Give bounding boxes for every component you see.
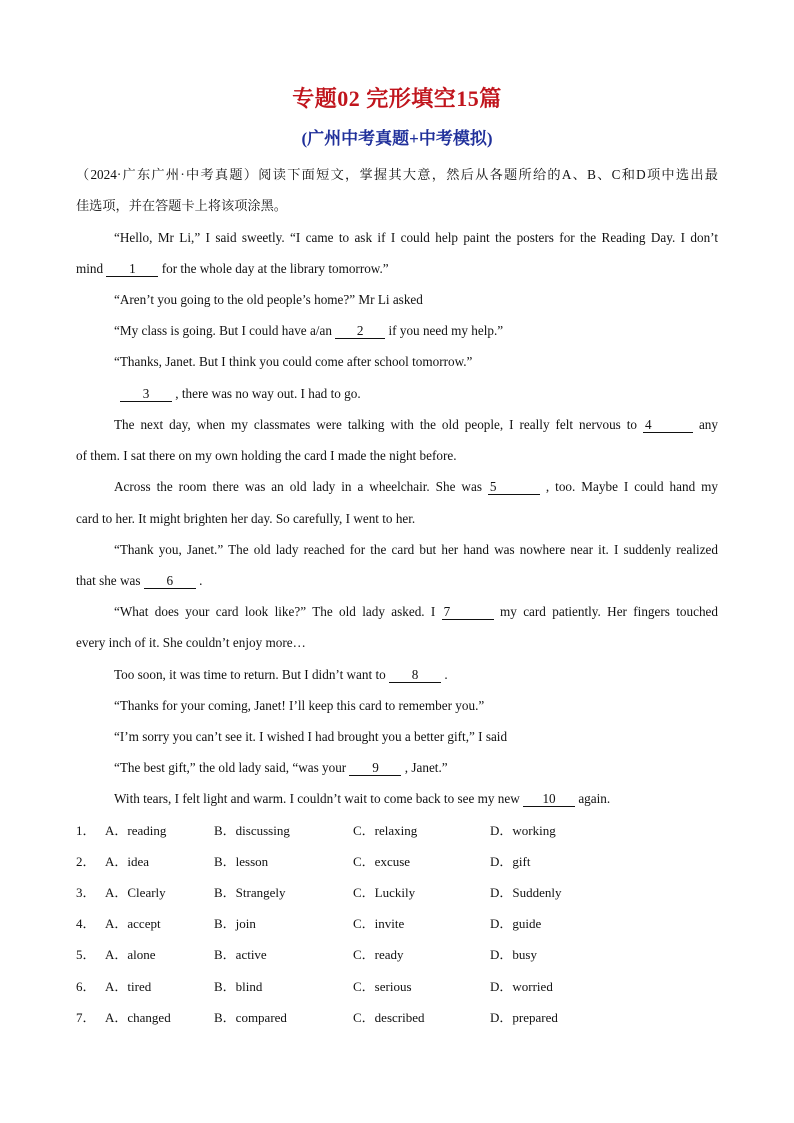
question-number: 3． (76, 885, 96, 900)
question-number: 4． (76, 916, 96, 931)
blank-8: 8 (389, 667, 441, 683)
option-b: B．Strangely (214, 885, 286, 900)
passage-line: of them. I sat there on my own holding the card I made the night before. (76, 448, 457, 463)
blank-7: 7 (442, 604, 494, 620)
passage-line (114, 666, 448, 684)
blank-9: 9 (349, 760, 401, 776)
option-a: A．Clearly (105, 885, 166, 900)
page-title: 专题02 完形填空15篇 (292, 86, 502, 111)
instructions-line-2: 佳选项，并在答题卡上将该项涂黑。 (76, 198, 287, 213)
option-d: D．guide (490, 916, 542, 931)
option-b: B．compared (214, 1010, 287, 1025)
question-row (76, 915, 718, 933)
passage-line: “I’m sorry you can’t see it. I wished I had brought you a better gift,” I said (114, 729, 508, 744)
passage-line (114, 603, 718, 621)
page-subtitle: (广州中考真题+中考模拟) (301, 129, 493, 148)
passage-text: again. (578, 791, 611, 806)
passage-line (114, 759, 448, 777)
instructions-line-1: （2024·广东广州·中考真题）阅读下面短文，掌握其大意，然后从各题所给的A、B、C和D项中选出最 (76, 167, 718, 182)
passage-text: my card patiently. Her fingers touched (500, 604, 718, 619)
blank-3: 3 (120, 386, 172, 402)
passage-text: , too. Maybe I could hand my (545, 479, 718, 494)
passage-text: “My class is going. But I could have a/an (114, 323, 336, 338)
passage-text: for the whole day at the library tomorrow.” (161, 261, 389, 276)
passage-line: card to her. It might brighten her day. So carefully, I went to her. (76, 511, 416, 526)
passage-line (76, 260, 389, 278)
passage-line (114, 478, 718, 496)
passage-text: Across the room there was an old lady in a wheelchair. She was (114, 479, 488, 494)
option-d: D．gift (490, 854, 531, 869)
passage-text: “The best gift,” the old lady said, “was your (114, 760, 350, 775)
blank-5: 5 (488, 479, 540, 495)
passage-text: . (444, 667, 448, 682)
option-d: D．prepared (490, 1010, 558, 1025)
question-row (76, 1009, 718, 1027)
passage-line: every inch of it. She couldn’t enjoy more… (76, 635, 306, 650)
option-c: C．Luckily (353, 885, 416, 900)
blank-4: 4 (643, 417, 693, 433)
option-a: A．tired (105, 979, 152, 994)
blank-10: 10 (523, 791, 575, 807)
question-number: 5． (76, 947, 96, 962)
passage-text: that she was (76, 573, 144, 588)
question-row (76, 946, 718, 964)
question-number: 7． (76, 1010, 96, 1025)
blank-1: 1 (106, 261, 158, 277)
question-row (76, 822, 718, 840)
passage-text: , Janet.” (404, 760, 448, 775)
option-b: B．lesson (214, 854, 269, 869)
option-a: A．accept (105, 916, 161, 931)
passage-line: “Aren’t you going to the old people’s home?” Mr Li asked (114, 292, 423, 307)
passage-line (114, 790, 610, 808)
passage-text: The next day, when my classmates were talking with the old people, I really felt nervous to (114, 417, 643, 432)
option-a: A．alone (105, 947, 156, 962)
blank-2: 2 (335, 323, 385, 339)
question-row (76, 978, 718, 996)
option-d: D．working (490, 823, 556, 838)
passage-text: Too soon, it was time to return. But I didn’t want to (114, 667, 390, 682)
passage-text: With tears, I felt light and warm. I couldn’t wait to come back to see my new (114, 791, 524, 806)
option-d: D．worried (490, 979, 553, 994)
option-d: D．busy (490, 947, 537, 962)
option-c: C．invite (353, 916, 405, 931)
passage-text: mind (76, 261, 107, 276)
option-b: B．active (214, 947, 267, 962)
passage-line: “Thanks for your coming, Janet! I’ll keep this card to remember you.” (114, 698, 485, 713)
question-row (76, 884, 718, 902)
passage-line (76, 572, 202, 590)
passage-text: any (698, 417, 718, 432)
passage-text: if you need my help.” (388, 323, 504, 338)
passage-line: “Thank you, Janet.” The old lady reached for the card but her hand was nowhere near it. I suddenly realized (114, 542, 718, 557)
passage-line: “Hello, Mr Li,” I said sweetly. “I came to ask if I could help paint the posters for the Reading Day. I don’t (114, 230, 718, 245)
option-b: B．join (214, 916, 256, 931)
option-c: C．relaxing (353, 823, 418, 838)
question-number: 1． (76, 823, 96, 838)
question-number: 6． (76, 979, 96, 994)
passage-text: . (199, 573, 203, 588)
option-a: A．idea (105, 854, 150, 869)
option-c: C．ready (353, 947, 404, 962)
passage-text: “What does your card look like?” The old lady asked. I (114, 604, 442, 619)
option-c: C．excuse (353, 854, 411, 869)
option-a: A．changed (105, 1010, 171, 1025)
question-number: 2． (76, 854, 96, 869)
option-c: C．described (353, 1010, 425, 1025)
passage-text: , there was no way out. I had to go. (175, 386, 361, 401)
passage-line (114, 416, 718, 434)
passage-line (120, 385, 361, 403)
option-b: B．blind (214, 979, 263, 994)
option-a: A．reading (105, 823, 167, 838)
blank-6: 6 (144, 573, 196, 589)
question-row (76, 853, 718, 871)
option-b: B．discussing (214, 823, 290, 838)
option-d: D．Suddenly (490, 885, 562, 900)
option-c: C．serious (353, 979, 412, 994)
passage-line (114, 322, 503, 340)
passage-line: “Thanks, Janet. But I think you could come after school tomorrow.” (114, 354, 473, 369)
